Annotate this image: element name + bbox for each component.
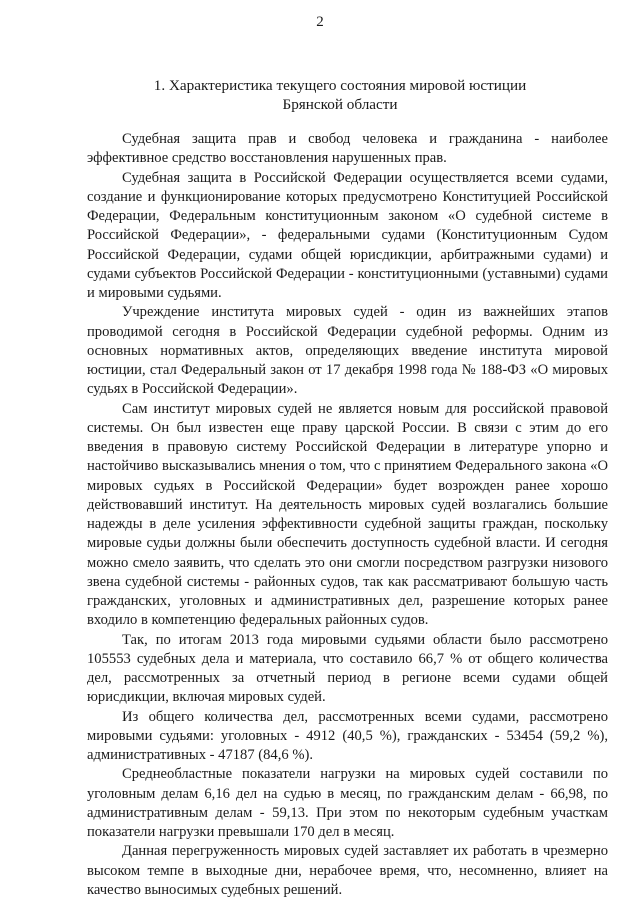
paragraph: Из общего количества дел, рассмотренных всеми судами, рассмотрено мировыми судьями: уголовных - 4912 (40,5 %), гражданских - 53454 (59,2 %), административных - 47187 (84,6 %). [87,708,608,763]
paragraph: Судебная защита прав и свобод человека и гражданина - наиболее эффективное средство восстановления нарушенных прав. [87,131,608,167]
page-number: 2 [316,14,324,30]
document-body [87,130,608,900]
paragraph: Сам институт мировых судей не является новым для российской правовой системы. Он был известен еще праву царской России. В связи с этим до его введения в правовую систему Российской Федерации в литературе упорно и настойчиво высказывались мнения о том, что с принятием Федерального закона «О мировых судьях в Российской Федерации» будет возрожден ранее хорошо действовавший институт. На деятельность мировых судей возлагались большие надежды в деле усиления эффективности судебной защиты граждан, поскольку мировые судьи должны были обеспечить доступность судебной власти. И сегодня можно смело заявить, что сделать это они смогли посредством разгрузки низового звена судебной системы - районных судов, так как рассматривают большую часть гражданских, уголовных и административных дел, разрешение которых ранее входило в компетенцию федеральных районных судов. [87,400,608,629]
paragraph: Данная перегруженность мировых судей заставляет их работать в чрезмерно высоком темпе в выходные дни, нерабочее время, что, несомненно, влияет на качество выносимых судебных решений. [87,843,608,898]
section-title-line-2: Брянской области [282,96,398,113]
paragraph: Так, по итогам 2013 года мировыми судьями области было рассмотрено 105553 судебных дела и материала, что составило 66,7 % от общего количества дел, рассмотренных за отчетный период в регионе всеми судами общей юрисдикции, включая мировых судей. [87,631,608,706]
section-title-line-1: 1. Характеристика текущего состояния мировой юстиции [153,77,527,94]
paragraph: Среднеобластные показатели нагрузки на мировых судей составили по уголовным делам 6,16 дел на судью в месяц, по гражданским делам - 66,98, по административным делам - 59,13. При этом по некоторым судебным участкам показатели нагрузки превышали 170 дел в месяц. [87,766,608,840]
paragraph: Учреждение института мировых судей - один из важнейших этапов проводимой сегодня в Российской Федерации судебной реформы. Одним из основных нормативных актов, определяющих введение института мировой юстиции, стал Федеральный закон от 17 декабря 1998 года № 188-ФЗ «О мировых судьях в Российской Федерации». [87,304,608,398]
paragraph: Судебная защита в Российской Федерации осуществляется всеми судами, создание и функционирование которых предусмотрено Конституцией Российской Федерации, Федеральным конституционным законом «О судебной системе в Российской Федерации», - федеральными судами (Конституционным Судом Российской Федерации, судами общей юрисдикции, арбитражными судами) и судами субъектов Российской Федерации - конституционными (уставными) судами и мировыми судьями. [87,169,608,301]
section-title [88,76,592,114]
